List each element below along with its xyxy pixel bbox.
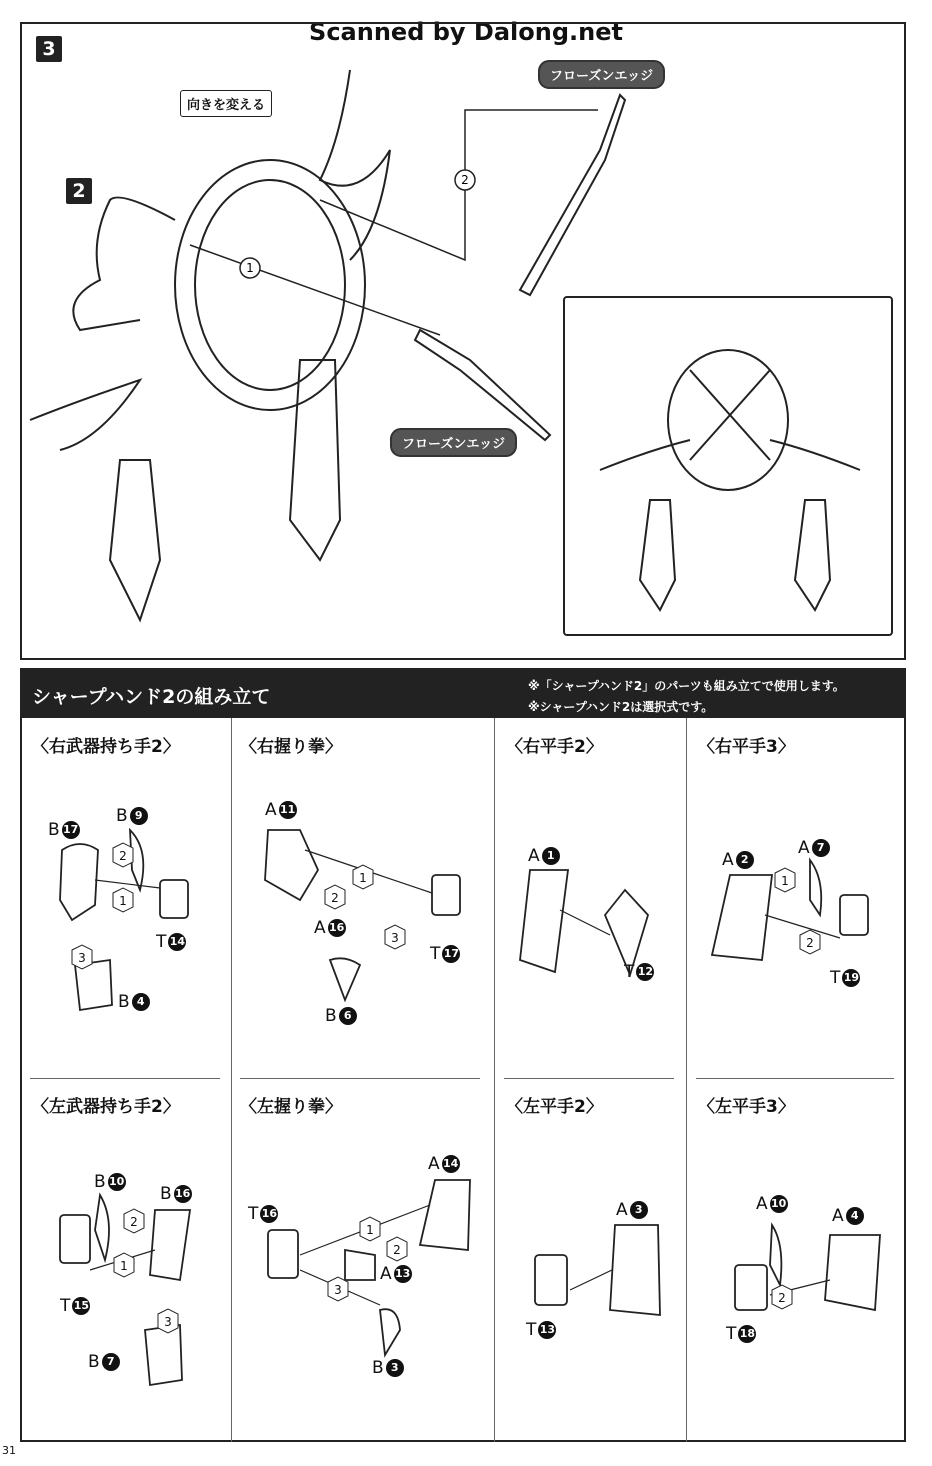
part-label: T 17 (430, 944, 460, 964)
rotate-label: 向きを変える (180, 90, 272, 117)
part-label: A 13 (380, 1264, 411, 1284)
part-label: T 16 (248, 1204, 278, 1224)
part-label: B 9 (116, 806, 148, 826)
part-label: T 12 (624, 962, 654, 982)
part-label: A 3 (616, 1200, 648, 1220)
weapon-label-bottom: フローズンエッジ (390, 428, 517, 457)
part-label: A 11 (265, 800, 296, 820)
step-marker: 1 (781, 874, 789, 888)
part-label: B 10 (94, 1172, 125, 1192)
step-marker: 2 (119, 849, 127, 863)
cell-title-left-flat-hand-3: 〈左平手3〉 (698, 1097, 795, 1117)
step-marker: 3 (78, 951, 86, 965)
cell-title-right-flat-hand-3: 〈右平手3〉 (698, 737, 795, 757)
step-marker: 3 (391, 931, 399, 945)
section-note-1: ※「シャープハンド2」のパーツも組み立てで使用します。 (528, 679, 845, 693)
step-marker: 2 (806, 936, 814, 950)
step-marker: 1 (366, 1223, 374, 1237)
page-number: 31 (2, 1444, 16, 1457)
arrow-step-2: 2 (461, 173, 469, 187)
part-label: B 17 (48, 820, 79, 840)
step-marker: 2 (778, 1291, 786, 1305)
step-marker: 2 (130, 1215, 138, 1229)
step-marker: 3 (334, 1283, 342, 1297)
part-label: B 7 (88, 1352, 120, 1372)
part-label: T 15 (60, 1296, 90, 1316)
section-title: シャープハンド2の組み立て (32, 686, 271, 708)
part-label: B 16 (160, 1184, 191, 1204)
part-label: A 4 (832, 1206, 864, 1226)
cell-title-left-fist: 〈左握り拳〉 (240, 1097, 342, 1117)
part-label: A 1 (528, 846, 560, 866)
cell-title-left-flat-hand-2: 〈左平手2〉 (506, 1097, 603, 1117)
sub-step-number-badge: 2 (66, 178, 92, 204)
watermark-text: Scanned by Dalong.net (309, 18, 623, 46)
step-marker: 1 (119, 894, 127, 908)
step-number-badge: 3 (36, 36, 62, 62)
cell-title-right-flat-hand-2: 〈右平手2〉 (506, 737, 603, 757)
cell-title-right-fist: 〈右握り拳〉 (240, 737, 342, 757)
part-label: B 3 (372, 1358, 404, 1378)
part-label: B 6 (325, 1006, 357, 1026)
arrow-step-1: 1 (246, 261, 254, 275)
step-marker: 2 (393, 1243, 401, 1257)
part-label: A 2 (722, 850, 754, 870)
part-label: T 19 (830, 968, 860, 988)
cell-title-left-weapon-hand: 〈左武器持ち手2〉 (32, 1097, 180, 1117)
part-label: A 7 (798, 838, 830, 858)
part-label: A 16 (314, 918, 345, 938)
weapon-label-top: フローズンエッジ (538, 60, 665, 89)
step-marker: 2 (331, 891, 339, 905)
section-note-2: ※シャープハンド2は選択式です。 (528, 700, 714, 714)
part-label: T 14 (156, 932, 186, 952)
step-marker: 3 (164, 1315, 172, 1329)
step-marker: 1 (120, 1259, 128, 1273)
part-label: B 4 (118, 992, 150, 1012)
part-label: T 18 (726, 1324, 756, 1344)
part-label: A 10 (756, 1194, 787, 1214)
step-marker: 1 (359, 871, 367, 885)
cell-title-right-weapon-hand: 〈右武器持ち手2〉 (32, 737, 180, 757)
part-label: A 14 (428, 1154, 459, 1174)
part-label: T 13 (526, 1320, 556, 1340)
